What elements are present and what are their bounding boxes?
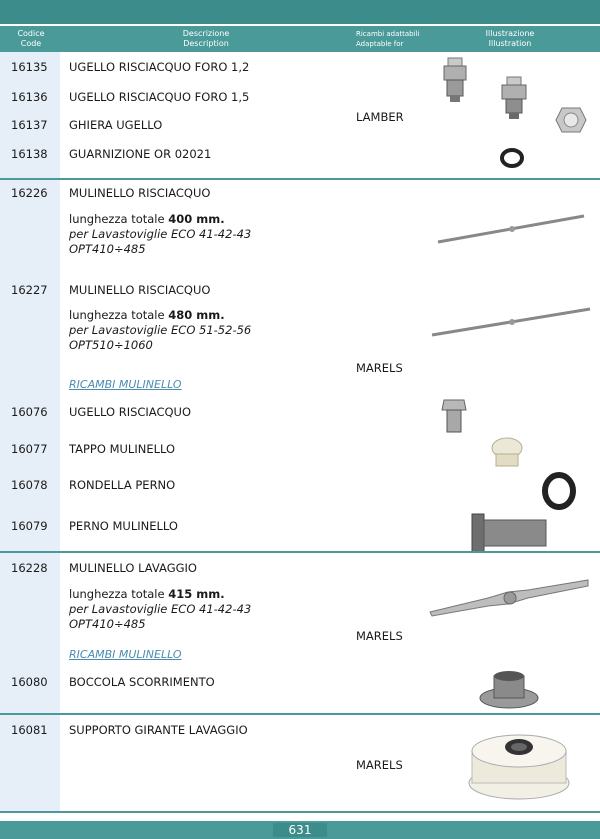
- desc-16136: UGELLO RISCIACQUO FORO 1,5: [69, 90, 250, 104]
- desc-16080: BOCCOLA SCORRIMENTO: [69, 675, 215, 689]
- page-footer: [0, 821, 600, 839]
- code-column-bg: [0, 52, 60, 812]
- code-16228: 16228: [11, 561, 48, 575]
- top-bar: [0, 0, 600, 24]
- adaptable-marels-1: MARELS: [356, 361, 403, 375]
- code-16078: 16078: [11, 478, 48, 492]
- desc-16227: MULINELLO RISCIACQUO: [69, 283, 211, 297]
- desc-16135: UGELLO RISCIACQUO FORO 1,2: [69, 60, 250, 74]
- adaptable-marels-2: MARELS: [356, 629, 403, 643]
- code-16081: 16081: [11, 723, 48, 737]
- arm-pin-image: [470, 512, 550, 554]
- header-code: Codice Code: [17, 29, 45, 48]
- nozzle-1-5-image: [498, 77, 530, 119]
- rinse-arm-400-image: [436, 214, 586, 246]
- spec-16228: lunghezza totale 415 mm. per Lavastoviglie ECO 41-42-43 OPT410÷485: [69, 587, 252, 631]
- desc-16076: UGELLO RISCIACQUO: [69, 405, 192, 419]
- rinse-arm-parts-link[interactable]: RICAMBI MULINELLO: [69, 378, 182, 391]
- nozzle-ring-nut-image: [556, 104, 586, 136]
- code-16080: 16080: [11, 675, 48, 689]
- pin-washer-image: [542, 472, 576, 510]
- code-16077: 16077: [11, 442, 48, 456]
- desc-16226: MULINELLO RISCIACQUO: [69, 186, 211, 200]
- desc-16077: TAPPO MULINELLO: [69, 442, 176, 456]
- code-16076: 16076: [11, 405, 48, 419]
- page-number: 631: [273, 823, 328, 837]
- desc-16078: RONDELLA PERNO: [69, 478, 176, 492]
- desc-16137: GHIERA UGELLO: [69, 118, 163, 132]
- table-header: [0, 26, 600, 52]
- wash-arm-image: [428, 578, 590, 616]
- code-16226: 16226: [11, 186, 48, 200]
- desc-16228: MULINELLO LAVAGGIO: [69, 561, 197, 575]
- code-16137: 16137: [11, 118, 48, 132]
- wash-impeller-support-image: [466, 723, 572, 801]
- wash-arm-parts-link[interactable]: RICAMBI MULINELLO: [69, 648, 182, 661]
- code-16227: 16227: [11, 283, 48, 297]
- header-description: Descrizione Description: [182, 29, 230, 48]
- nozzle-1-2-image: [440, 58, 470, 102]
- header-illustration: Illustrazione Illustration: [485, 29, 535, 48]
- code-16136: 16136: [11, 90, 48, 104]
- adaptable-marels-3: MARELS: [356, 758, 403, 772]
- code-16079: 16079: [11, 519, 48, 533]
- section-divider-1: [0, 178, 600, 180]
- code-16138: 16138: [11, 147, 48, 161]
- section-divider-4: [0, 811, 600, 813]
- desc-16081: SUPPORTO GIRANTE LAVAGGIO: [69, 723, 248, 737]
- header-adaptable: Ricambi adattabili Adaptable for: [356, 30, 420, 48]
- rinse-arm-480-image: [430, 307, 592, 339]
- sliding-bushing-image: [478, 668, 540, 710]
- spec-16227: lunghezza totale 480 mm. per Lavastoviglie ECO 51-52-56 OPT510÷1060: [69, 308, 252, 352]
- section-divider-2: [0, 551, 600, 553]
- arm-cap-image: [490, 436, 524, 470]
- adaptable-lamber: LAMBER: [356, 110, 404, 124]
- desc-16138: GUARNIZIONE OR 02021: [69, 147, 212, 161]
- code-16135: 16135: [11, 60, 48, 74]
- desc-16079: PERNO MULINELLO: [69, 519, 178, 533]
- o-ring-gasket-image: [500, 148, 524, 168]
- section-divider-3: [0, 713, 600, 715]
- spec-16226: lunghezza totale 400 mm. per Lavastoviglie ECO 41-42-43 OPT410÷485: [69, 212, 252, 256]
- rinse-nozzle-image: [440, 398, 468, 434]
